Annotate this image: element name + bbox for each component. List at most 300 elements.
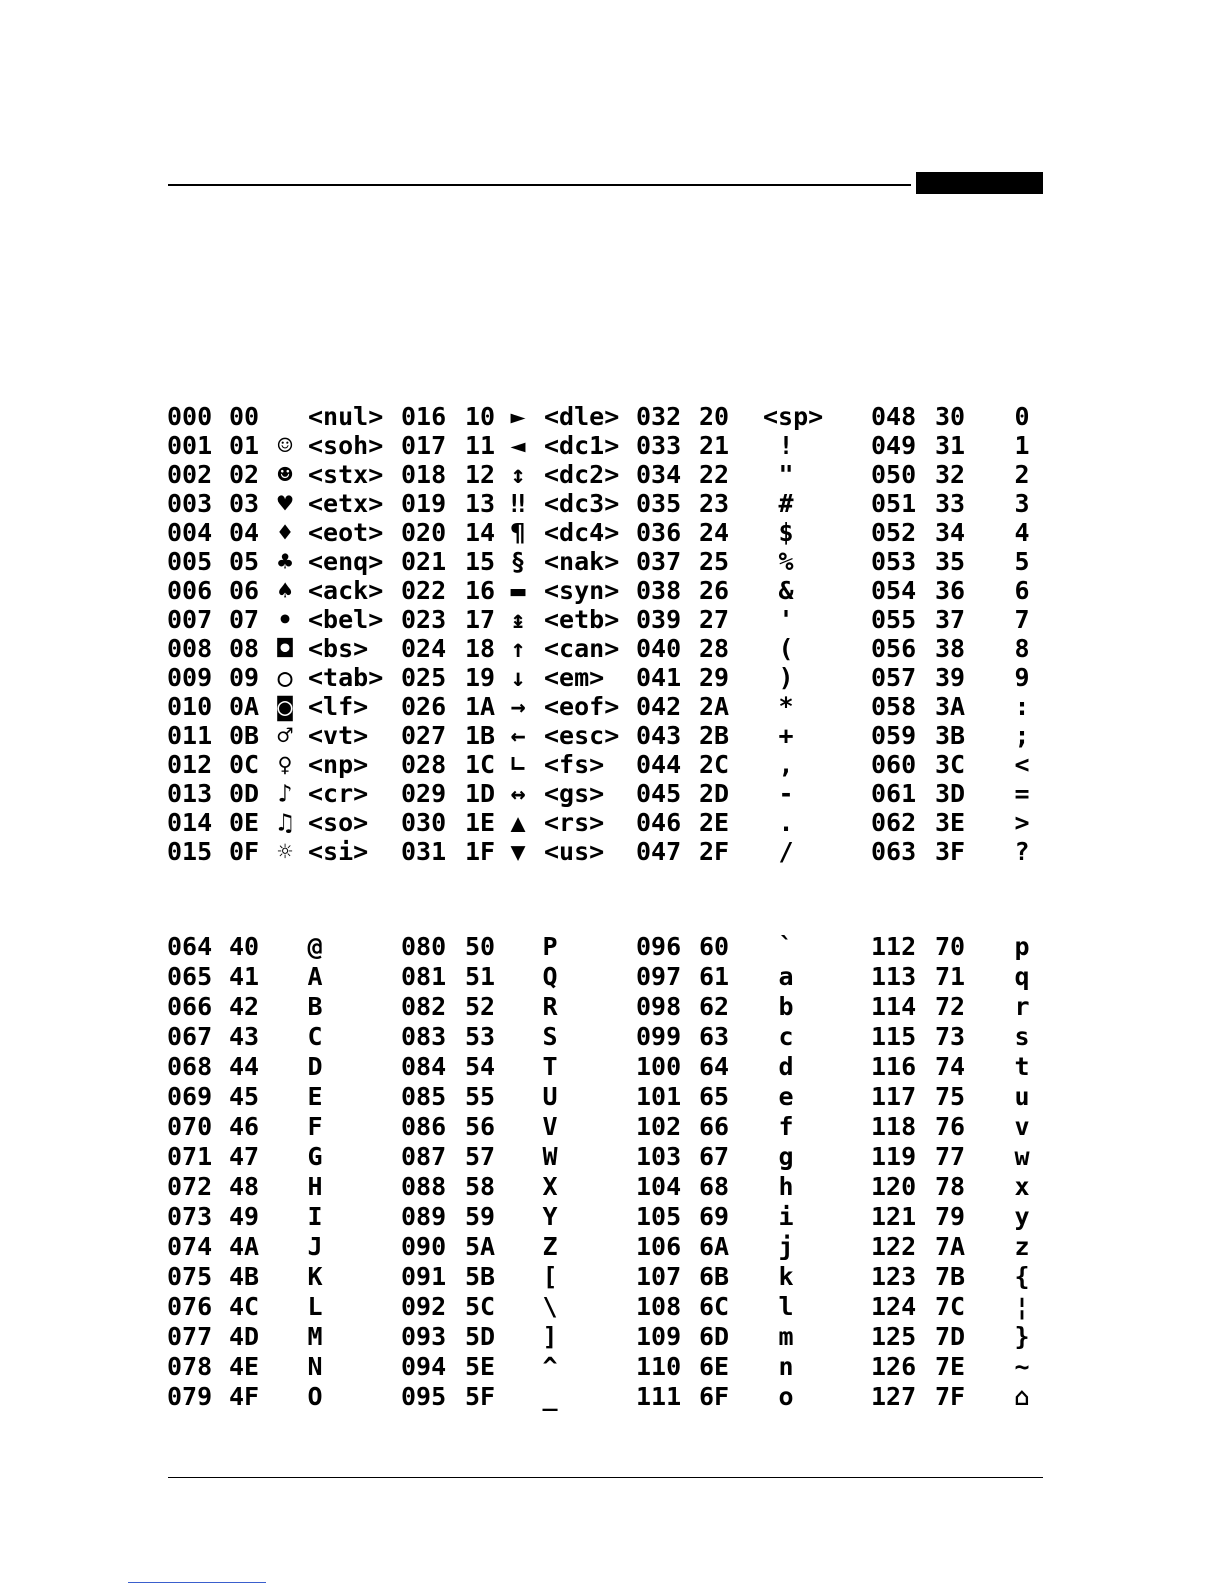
code-char: H bbox=[307, 1172, 323, 1201]
code-char: ] bbox=[542, 1322, 558, 1351]
code-dec: 065 bbox=[167, 962, 213, 991]
code-hex: 12 bbox=[465, 460, 496, 489]
code-dec: 108 bbox=[636, 1292, 682, 1321]
code-glyph: ♀ bbox=[277, 750, 293, 779]
code-dec: 039 bbox=[636, 605, 682, 634]
code-hex: 7F bbox=[935, 1382, 966, 1411]
code-glyph: ♣ bbox=[277, 547, 293, 576]
code-char: R bbox=[542, 992, 558, 1021]
code-dec: 098 bbox=[636, 992, 682, 1021]
code-glyph: ← bbox=[510, 721, 526, 750]
code-hex: 6E bbox=[699, 1352, 730, 1381]
code-dec: 003 bbox=[167, 489, 213, 518]
code-hex: 2E bbox=[699, 808, 730, 837]
code-hex: 5E bbox=[465, 1352, 496, 1381]
code-char: ⌂ bbox=[1014, 1382, 1030, 1411]
code-char: g bbox=[778, 1142, 794, 1171]
code-dec: 122 bbox=[871, 1232, 917, 1261]
code-hex: 59 bbox=[465, 1202, 496, 1231]
code-glyph: → bbox=[510, 692, 526, 721]
code-char: / bbox=[778, 837, 794, 866]
code-char: K bbox=[307, 1262, 323, 1291]
code-hex: 57 bbox=[465, 1142, 496, 1171]
code-glyph: ◘ bbox=[277, 634, 293, 663]
code-hex: 35 bbox=[935, 547, 966, 576]
code-char: \ bbox=[542, 1292, 558, 1321]
code-dec: 094 bbox=[401, 1352, 447, 1381]
code-dec: 022 bbox=[401, 576, 447, 605]
code-dec: 056 bbox=[871, 634, 917, 663]
code-hex: 0E bbox=[229, 808, 260, 837]
code-hex: 1B bbox=[465, 721, 496, 750]
code-name: <vt> bbox=[308, 721, 369, 750]
code-hex: 2D bbox=[699, 779, 730, 808]
code-char: 2 bbox=[1014, 460, 1030, 489]
code-hex: 00 bbox=[229, 402, 260, 431]
code-name: <np> bbox=[308, 750, 369, 779]
code-name: <rs> bbox=[544, 808, 605, 837]
code-hex: 22 bbox=[699, 460, 730, 489]
code-glyph: ◙ bbox=[277, 692, 293, 721]
code-hex: 0F bbox=[229, 837, 260, 866]
code-name: <can> bbox=[544, 634, 620, 663]
code-char: " bbox=[778, 460, 794, 489]
code-dec: 092 bbox=[401, 1292, 447, 1321]
code-hex: 68 bbox=[699, 1172, 730, 1201]
code-char: Y bbox=[542, 1202, 558, 1231]
code-dec: 013 bbox=[167, 779, 213, 808]
code-hex: 71 bbox=[935, 962, 966, 991]
code-dec: 081 bbox=[401, 962, 447, 991]
code-char: * bbox=[778, 692, 794, 721]
code-dec: 070 bbox=[167, 1112, 213, 1141]
code-dec: 121 bbox=[871, 1202, 917, 1231]
code-dec: 046 bbox=[636, 808, 682, 837]
code-hex: 04 bbox=[229, 518, 260, 547]
code-char: j bbox=[778, 1232, 794, 1261]
code-dec: 006 bbox=[167, 576, 213, 605]
code-dec: 078 bbox=[167, 1352, 213, 1381]
code-dec: 107 bbox=[636, 1262, 682, 1291]
code-dec: 102 bbox=[636, 1112, 682, 1141]
code-dec: 051 bbox=[871, 489, 917, 518]
code-glyph: ‼ bbox=[510, 489, 526, 518]
code-char: W bbox=[542, 1142, 558, 1171]
code-dec: 059 bbox=[871, 721, 917, 750]
code-hex: 3E bbox=[935, 808, 966, 837]
code-char: b bbox=[778, 992, 794, 1021]
code-char: L bbox=[307, 1292, 323, 1321]
code-dec: 114 bbox=[871, 992, 917, 1021]
code-hex: 64 bbox=[699, 1052, 730, 1081]
code-hex: 1D bbox=[465, 779, 496, 808]
code-hex: 0D bbox=[229, 779, 260, 808]
code-hex: 38 bbox=[935, 634, 966, 663]
code-dec: 084 bbox=[401, 1052, 447, 1081]
code-char: h bbox=[778, 1172, 794, 1201]
code-hex: 2F bbox=[699, 837, 730, 866]
code-hex: 61 bbox=[699, 962, 730, 991]
code-dec: 011 bbox=[167, 721, 213, 750]
code-hex: 42 bbox=[229, 992, 260, 1021]
code-hex: 25 bbox=[699, 547, 730, 576]
code-char: P bbox=[542, 932, 558, 961]
code-hex: 21 bbox=[699, 431, 730, 460]
code-char: Q bbox=[542, 962, 558, 991]
code-dec: 008 bbox=[167, 634, 213, 663]
code-dec: 023 bbox=[401, 605, 447, 634]
code-char: D bbox=[307, 1052, 323, 1081]
code-hex: 20 bbox=[699, 402, 730, 431]
code-dec: 033 bbox=[636, 431, 682, 460]
code-dec: 119 bbox=[871, 1142, 917, 1171]
code-dec: 045 bbox=[636, 779, 682, 808]
code-glyph: ♥ bbox=[277, 489, 293, 518]
code-hex: 28 bbox=[699, 634, 730, 663]
footer-rule bbox=[168, 1477, 1043, 1478]
code-char: O bbox=[307, 1382, 323, 1411]
code-name: <em> bbox=[544, 663, 605, 692]
code-hex: 06 bbox=[229, 576, 260, 605]
code-dec: 073 bbox=[167, 1202, 213, 1231]
code-char: > bbox=[1014, 808, 1030, 837]
code-hex: 44 bbox=[229, 1052, 260, 1081]
code-hex: 36 bbox=[935, 576, 966, 605]
code-char: ¦ bbox=[1014, 1292, 1030, 1321]
code-hex: 5F bbox=[465, 1382, 496, 1411]
code-char: % bbox=[778, 547, 794, 576]
code-char: = bbox=[1014, 779, 1030, 808]
code-hex: 3D bbox=[935, 779, 966, 808]
code-dec: 096 bbox=[636, 932, 682, 961]
code-hex: 74 bbox=[935, 1052, 966, 1081]
code-char: y bbox=[1014, 1202, 1030, 1231]
code-glyph: ▬ bbox=[510, 576, 526, 605]
code-char: x bbox=[1014, 1172, 1030, 1201]
code-hex: 13 bbox=[465, 489, 496, 518]
code-dec: 057 bbox=[871, 663, 917, 692]
code-hex: 6C bbox=[699, 1292, 730, 1321]
code-name: <cr> bbox=[308, 779, 369, 808]
code-hex: 60 bbox=[699, 932, 730, 961]
code-hex: 17 bbox=[465, 605, 496, 634]
code-char: z bbox=[1014, 1232, 1030, 1261]
code-char: 0 bbox=[1014, 402, 1030, 431]
code-dec: 075 bbox=[167, 1262, 213, 1291]
code-hex: 1F bbox=[465, 837, 496, 866]
code-hex: 46 bbox=[229, 1112, 260, 1141]
code-dec: 112 bbox=[871, 932, 917, 961]
code-name: <eot> bbox=[308, 518, 384, 547]
code-hex: 58 bbox=[465, 1172, 496, 1201]
code-dec: 035 bbox=[636, 489, 682, 518]
code-char: 9 bbox=[1014, 663, 1030, 692]
code-glyph: ♦ bbox=[277, 518, 293, 547]
code-dec: 071 bbox=[167, 1142, 213, 1171]
code-hex: 67 bbox=[699, 1142, 730, 1171]
code-hex: 0C bbox=[229, 750, 260, 779]
code-dec: 077 bbox=[167, 1322, 213, 1351]
code-name: <si> bbox=[308, 837, 369, 866]
code-dec: 049 bbox=[871, 431, 917, 460]
code-hex: 77 bbox=[935, 1142, 966, 1171]
code-dec: 064 bbox=[167, 932, 213, 961]
code-dec: 080 bbox=[401, 932, 447, 961]
code-char: T bbox=[542, 1052, 558, 1081]
code-hex: 08 bbox=[229, 634, 260, 663]
code-dec: 068 bbox=[167, 1052, 213, 1081]
code-glyph: ○ bbox=[277, 663, 293, 692]
code-hex: 7B bbox=[935, 1262, 966, 1291]
code-hex: 7E bbox=[935, 1352, 966, 1381]
code-glyph: ► bbox=[510, 402, 526, 431]
code-dec: 030 bbox=[401, 808, 447, 837]
code-char: C bbox=[307, 1022, 323, 1051]
code-hex: 54 bbox=[465, 1052, 496, 1081]
code-glyph: ↔ bbox=[510, 779, 526, 808]
code-dec: 017 bbox=[401, 431, 447, 460]
code-name: <dc3> bbox=[544, 489, 620, 518]
code-hex: 33 bbox=[935, 489, 966, 518]
code-char: i bbox=[778, 1202, 794, 1231]
code-hex: 30 bbox=[935, 402, 966, 431]
code-dec: 044 bbox=[636, 750, 682, 779]
code-hex: 07 bbox=[229, 605, 260, 634]
code-dec: 083 bbox=[401, 1022, 447, 1051]
code-dec: 088 bbox=[401, 1172, 447, 1201]
code-char: l bbox=[778, 1292, 794, 1321]
code-hex: 40 bbox=[229, 932, 260, 961]
code-hex: 5D bbox=[465, 1322, 496, 1351]
code-dec: 055 bbox=[871, 605, 917, 634]
code-hex: 05 bbox=[229, 547, 260, 576]
code-dec: 054 bbox=[871, 576, 917, 605]
code-hex: 29 bbox=[699, 663, 730, 692]
code-dec: 101 bbox=[636, 1082, 682, 1111]
code-hex: 72 bbox=[935, 992, 966, 1021]
code-name: <bel> bbox=[308, 605, 384, 634]
code-glyph: ▲ bbox=[510, 808, 526, 837]
code-dec: 015 bbox=[167, 837, 213, 866]
code-name: <lf> bbox=[308, 692, 369, 721]
code-hex: 4B bbox=[229, 1262, 260, 1291]
code-dec: 026 bbox=[401, 692, 447, 721]
code-dec: 089 bbox=[401, 1202, 447, 1231]
code-hex: 6D bbox=[699, 1322, 730, 1351]
code-dec: 034 bbox=[636, 460, 682, 489]
code-hex: 6A bbox=[699, 1232, 730, 1261]
code-dec: 028 bbox=[401, 750, 447, 779]
code-hex: 15 bbox=[465, 547, 496, 576]
code-char: E bbox=[307, 1082, 323, 1111]
code-hex: 49 bbox=[229, 1202, 260, 1231]
code-dec: 106 bbox=[636, 1232, 682, 1261]
code-dec: 025 bbox=[401, 663, 447, 692]
code-hex: 39 bbox=[935, 663, 966, 692]
code-dec: 014 bbox=[167, 808, 213, 837]
code-dec: 082 bbox=[401, 992, 447, 1021]
code-char: N bbox=[307, 1352, 323, 1381]
code-char: & bbox=[778, 576, 794, 605]
code-hex: 4D bbox=[229, 1322, 260, 1351]
code-glyph: ♠ bbox=[277, 576, 293, 605]
code-glyph: ↓ bbox=[510, 663, 526, 692]
code-glyph: ♫ bbox=[277, 808, 293, 837]
code-char: # bbox=[778, 489, 794, 518]
code-dec: 007 bbox=[167, 605, 213, 634]
code-name: <dc4> bbox=[544, 518, 620, 547]
code-hex: 47 bbox=[229, 1142, 260, 1171]
code-hex: 24 bbox=[699, 518, 730, 547]
code-char: 6 bbox=[1014, 576, 1030, 605]
code-char: e bbox=[778, 1082, 794, 1111]
code-char: ; bbox=[1014, 721, 1030, 750]
code-char: p bbox=[1014, 932, 1030, 961]
code-hex: 73 bbox=[935, 1022, 966, 1051]
code-char: I bbox=[307, 1202, 323, 1231]
code-char: B bbox=[307, 992, 323, 1021]
code-hex: 53 bbox=[465, 1022, 496, 1051]
code-hex: 5C bbox=[465, 1292, 496, 1321]
code-name: <nak> bbox=[544, 547, 620, 576]
footer-link-underline bbox=[128, 1582, 266, 1583]
code-glyph: ∟ bbox=[510, 750, 526, 779]
code-name: <dle> bbox=[544, 402, 620, 431]
code-glyph: ↑ bbox=[510, 634, 526, 663]
code-hex: 5A bbox=[465, 1232, 496, 1261]
code-dec: 103 bbox=[636, 1142, 682, 1171]
code-hex: 7C bbox=[935, 1292, 966, 1321]
code-hex: 09 bbox=[229, 663, 260, 692]
code-glyph: ¶ bbox=[510, 518, 526, 547]
code-dec: 040 bbox=[636, 634, 682, 663]
code-dec: 123 bbox=[871, 1262, 917, 1291]
code-dec: 076 bbox=[167, 1292, 213, 1321]
code-hex: 43 bbox=[229, 1022, 260, 1051]
code-char: 5 bbox=[1014, 547, 1030, 576]
code-hex: 78 bbox=[935, 1172, 966, 1201]
code-char: ! bbox=[778, 431, 794, 460]
code-dec: 012 bbox=[167, 750, 213, 779]
code-dec: 041 bbox=[636, 663, 682, 692]
code-name: <bs> bbox=[308, 634, 369, 663]
code-glyph: • bbox=[277, 605, 293, 634]
code-dec: 032 bbox=[636, 402, 682, 431]
code-hex: 31 bbox=[935, 431, 966, 460]
code-hex: 70 bbox=[935, 932, 966, 961]
code-dec: 002 bbox=[167, 460, 213, 489]
code-char: - bbox=[778, 779, 794, 808]
code-hex: 26 bbox=[699, 576, 730, 605]
code-dec: 127 bbox=[871, 1382, 917, 1411]
code-dec: 037 bbox=[636, 547, 682, 576]
code-name: <dc2> bbox=[544, 460, 620, 489]
code-glyph: § bbox=[510, 547, 526, 576]
code-hex: 3C bbox=[935, 750, 966, 779]
code-glyph: ☺ bbox=[277, 431, 293, 460]
code-glyph: ↨ bbox=[510, 605, 526, 634]
code-dec: 016 bbox=[401, 402, 447, 431]
code-hex: 66 bbox=[699, 1112, 730, 1141]
code-hex: 2C bbox=[699, 750, 730, 779]
code-char: + bbox=[778, 721, 794, 750]
code-char: o bbox=[778, 1382, 794, 1411]
code-hex: 4F bbox=[229, 1382, 260, 1411]
code-char: 4 bbox=[1014, 518, 1030, 547]
code-char: } bbox=[1014, 1322, 1030, 1351]
code-dec: 058 bbox=[871, 692, 917, 721]
code-dec: 050 bbox=[871, 460, 917, 489]
code-hex: 1C bbox=[465, 750, 496, 779]
code-name: <eof> bbox=[544, 692, 620, 721]
code-char: f bbox=[778, 1112, 794, 1141]
code-hex: 1A bbox=[465, 692, 496, 721]
code-char: m bbox=[778, 1322, 794, 1351]
code-hex: 79 bbox=[935, 1202, 966, 1231]
code-dec: 000 bbox=[167, 402, 213, 431]
code-hex: 4A bbox=[229, 1232, 260, 1261]
code-dec: 105 bbox=[636, 1202, 682, 1231]
code-hex: 76 bbox=[935, 1112, 966, 1141]
code-char: V bbox=[542, 1112, 558, 1141]
code-dec: 053 bbox=[871, 547, 917, 576]
code-hex: 6B bbox=[699, 1262, 730, 1291]
code-hex: 7D bbox=[935, 1322, 966, 1351]
code-char: F bbox=[307, 1112, 323, 1141]
code-dec: 052 bbox=[871, 518, 917, 547]
code-hex: 5B bbox=[465, 1262, 496, 1291]
code-dec: 009 bbox=[167, 663, 213, 692]
code-name: <dc1> bbox=[544, 431, 620, 460]
code-name: <syn> bbox=[544, 576, 620, 605]
code-glyph: ♂ bbox=[277, 721, 293, 750]
code-dec: 099 bbox=[636, 1022, 682, 1051]
code-dec: 109 bbox=[636, 1322, 682, 1351]
code-hex: 55 bbox=[465, 1082, 496, 1111]
code-dec: 031 bbox=[401, 837, 447, 866]
code-char: Z bbox=[542, 1232, 558, 1261]
code-name: <etb> bbox=[544, 605, 620, 634]
code-char: S bbox=[542, 1022, 558, 1051]
code-dec: 104 bbox=[636, 1172, 682, 1201]
code-char: q bbox=[1014, 962, 1030, 991]
code-hex: 56 bbox=[465, 1112, 496, 1141]
code-dec: 095 bbox=[401, 1382, 447, 1411]
code-dec: 047 bbox=[636, 837, 682, 866]
code-hex: 27 bbox=[699, 605, 730, 634]
code-char: r bbox=[1014, 992, 1030, 1021]
code-hex: 23 bbox=[699, 489, 730, 518]
code-dec: 093 bbox=[401, 1322, 447, 1351]
code-hex: 62 bbox=[699, 992, 730, 1021]
code-dec: 117 bbox=[871, 1082, 917, 1111]
code-hex: 52 bbox=[465, 992, 496, 1021]
code-hex: 3B bbox=[935, 721, 966, 750]
code-dec: 021 bbox=[401, 547, 447, 576]
code-char: 1 bbox=[1014, 431, 1030, 460]
code-char: . bbox=[778, 808, 794, 837]
code-glyph: ♪ bbox=[277, 779, 293, 808]
code-dec: 086 bbox=[401, 1112, 447, 1141]
code-char: ? bbox=[1014, 837, 1030, 866]
code-hex: 7A bbox=[935, 1232, 966, 1261]
code-char: X bbox=[542, 1172, 558, 1201]
code-hex: 2B bbox=[699, 721, 730, 750]
code-name: <stx> bbox=[308, 460, 384, 489]
code-dec: 125 bbox=[871, 1322, 917, 1351]
code-char: t bbox=[1014, 1052, 1030, 1081]
code-dec: 062 bbox=[871, 808, 917, 837]
